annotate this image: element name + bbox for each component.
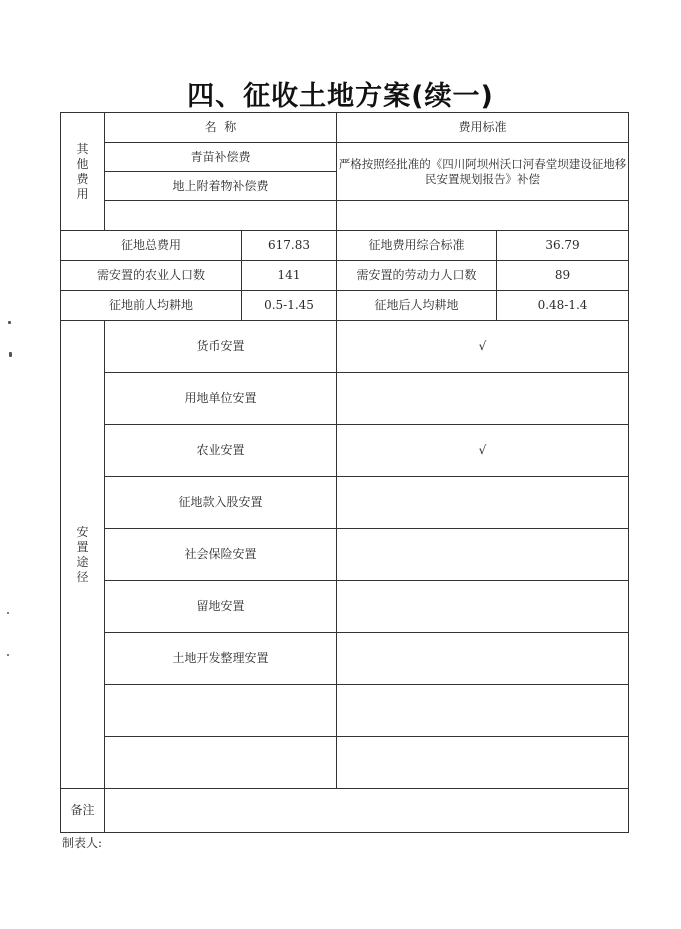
summary-label: 征地总费用 bbox=[61, 231, 242, 261]
page-title: 四、征收土地方案(续一) bbox=[187, 81, 494, 112]
scan-speck bbox=[7, 654, 9, 656]
resettlement-row bbox=[61, 373, 629, 425]
resettlement-method: 征地款入股安置 bbox=[105, 477, 337, 529]
check-mark bbox=[337, 477, 629, 529]
resettlement-method: 社会保险安置 bbox=[105, 529, 337, 581]
resettlement-row bbox=[61, 529, 629, 581]
summary-label: 征地前人均耕地 bbox=[61, 291, 242, 321]
other-fees-row bbox=[61, 201, 629, 231]
resettlement-row bbox=[61, 321, 629, 373]
remarks-row bbox=[61, 789, 629, 833]
summary-value: 0.5-1.45 bbox=[242, 291, 337, 321]
summary-label: 征地费用综合标准 bbox=[337, 231, 497, 261]
prepared-by-label: 制表人: bbox=[62, 836, 103, 850]
check-mark bbox=[337, 633, 629, 685]
resettlement-row bbox=[61, 477, 629, 529]
resettlement-method bbox=[105, 737, 337, 789]
fee-standard-note: 严格按照经批准的《四川阿坝州沃口河春堂坝建设征地移民安置规划报告》补偿 bbox=[337, 143, 629, 201]
other-fees-label: 其 他 费 用 bbox=[61, 113, 105, 231]
resettlement-method: 用地单位安置 bbox=[105, 373, 337, 425]
fee-standard-header: 费用标准 bbox=[337, 113, 629, 143]
land-requisition-table bbox=[60, 112, 629, 833]
name-header: 名 称 bbox=[105, 113, 337, 143]
resettlement-row bbox=[61, 737, 629, 789]
summary-value: 141 bbox=[242, 261, 337, 291]
summary-label: 需安置的劳动力人口数 bbox=[337, 261, 497, 291]
summary-row bbox=[61, 261, 629, 291]
summary-row bbox=[61, 231, 629, 261]
scan-speck bbox=[8, 321, 11, 324]
resettlement-row bbox=[61, 425, 629, 477]
scan-speck bbox=[7, 612, 9, 614]
resettlement-row bbox=[61, 685, 629, 737]
resettlement-method: 货币安置 bbox=[105, 321, 337, 373]
other-fees-header-row bbox=[61, 113, 629, 143]
summary-value: 36.79 bbox=[497, 231, 629, 261]
scan-speck bbox=[9, 352, 12, 357]
resettlement-row bbox=[61, 633, 629, 685]
check-mark: √ bbox=[337, 321, 629, 373]
other-fees-row bbox=[61, 143, 629, 172]
resettlement-label: 安 置 途 径 bbox=[61, 321, 105, 789]
resettlement-method: 土地开发整理安置 bbox=[105, 633, 337, 685]
check-mark bbox=[337, 737, 629, 789]
resettlement-method bbox=[105, 685, 337, 737]
fee-standard-empty bbox=[337, 201, 629, 231]
summary-value: 89 bbox=[497, 261, 629, 291]
resettlement-row bbox=[61, 581, 629, 633]
resettlement-method: 农业安置 bbox=[105, 425, 337, 477]
remarks-value bbox=[105, 789, 629, 833]
fee-item-name bbox=[105, 201, 337, 231]
check-mark bbox=[337, 373, 629, 425]
fee-item-name: 青苗补偿费 bbox=[105, 143, 337, 172]
check-mark bbox=[337, 685, 629, 737]
fee-item-name: 地上附着物补偿费 bbox=[105, 172, 337, 201]
summary-label: 需安置的农业人口数 bbox=[61, 261, 242, 291]
summary-value: 617.83 bbox=[242, 231, 337, 261]
check-mark: √ bbox=[337, 425, 629, 477]
check-mark bbox=[337, 581, 629, 633]
summary-label: 征地后人均耕地 bbox=[337, 291, 497, 321]
resettlement-method: 留地安置 bbox=[105, 581, 337, 633]
remarks-label: 备注 bbox=[61, 789, 105, 833]
check-mark bbox=[337, 529, 629, 581]
summary-value: 0.48-1.4 bbox=[497, 291, 629, 321]
summary-row bbox=[61, 291, 629, 321]
